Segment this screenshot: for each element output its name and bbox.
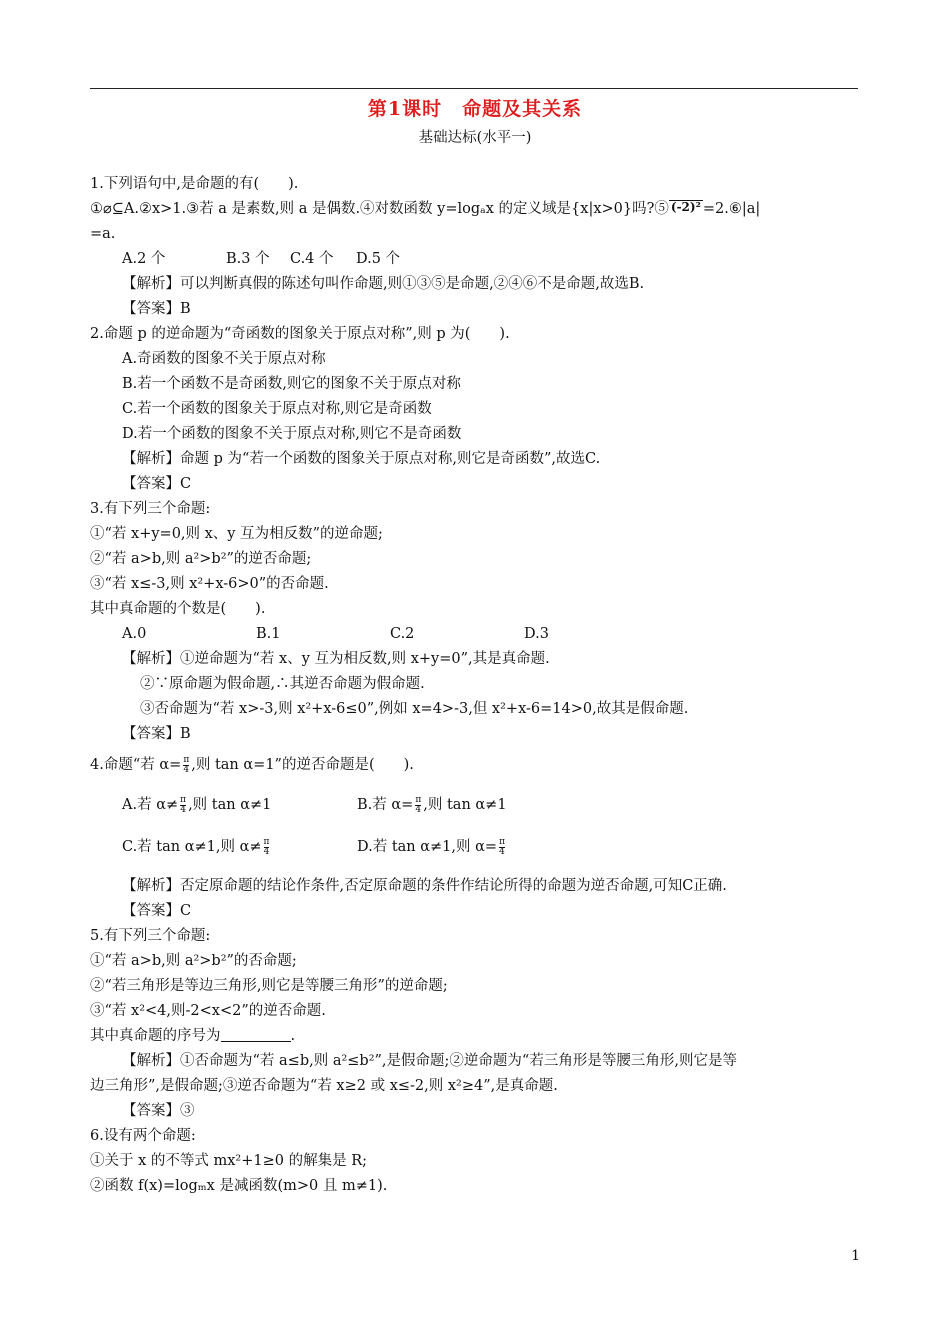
fraction-denominator: 4 (263, 846, 270, 857)
q3-statement-1: ①“若 x+y=0,则 x、y 互为相反数”的逆命题; (90, 526, 383, 542)
page-title: 第1课时 命题及其关系 (367, 98, 583, 120)
q4-option-b (357, 790, 507, 820)
q3-options (90, 622, 860, 647)
q5-statement-2: ②“若三角形是等边三角形,则它是等腰三角形”的逆命题; (90, 978, 448, 994)
q4-pi-over-4-fraction (183, 756, 189, 775)
q5-ask (90, 1024, 860, 1049)
q4-stem-part-b: ,则 tan α=1”的逆否命题是( ). (191, 757, 414, 773)
q2-option-d: D.若一个函数的图象不关于原点对称,则它不是奇函数 (122, 426, 462, 442)
q5-ask-end: . (290, 1028, 296, 1044)
q1-option-d: D.5 个 (356, 251, 401, 267)
q5-answer-blank (221, 1027, 291, 1042)
q3-statement-3: ③“若 x≤-3,则 x²+x-6>0”的否命题. (90, 576, 329, 592)
fraction-numerator: π (263, 836, 270, 847)
q1-option-b: B.3 个 (226, 251, 270, 267)
q1-analysis: 【解析】可以判断真假的陈述句叫作命题,则①③⑤是命题,②④⑥不是命题,故选B. (122, 276, 645, 292)
q4-pi-over-4-fraction (264, 838, 270, 857)
q4-analysis: 【解析】否定原命题的结论作条件,否定原命题的条件作结论所得的命题为逆否命题,可知C正确. (122, 878, 727, 894)
q4-pi-over-4-fraction (415, 796, 421, 815)
q4-option-a-part-2: ,则 tan α≠1 (188, 797, 272, 813)
q1-statements-part-a: ①⌀⊆A.②x>1.③若 a 是素数,则 a 是偶数.④对数函数 y=logₐx 的定义域是{x|x>0}吗?⑤ (90, 201, 669, 217)
q4-option-a (122, 790, 357, 820)
q2-option-b: B.若一个函数不是奇函数,则它的图象不关于原点对称 (122, 376, 461, 392)
q2-option-a: A.奇函数的图象不关于原点对称 (122, 351, 326, 367)
q1-answer: 【答案】B (122, 301, 191, 317)
q4-stem-part-a: 4.命题“若 α= (90, 757, 182, 773)
q3-stem: 3.有下列三个命题: (90, 501, 211, 517)
q4-pi-over-4-fraction (499, 838, 505, 857)
q3-answer: 【答案】B (122, 726, 191, 742)
q3-analysis-1: 【解析】①逆命题为“若 x、y 互为相反数,则 x+y=0”,其是真命题. (122, 651, 550, 667)
q2-stem: 2.命题 p 的逆命题为“奇函数的图象关于原点对称”,则 p 为( ). (90, 326, 510, 342)
q4-option-c-part-1: C.若 tan α≠1,则 α≠ (122, 839, 262, 855)
page-subtitle: 基础达标(水平一) (418, 130, 532, 146)
q1-statements (90, 197, 860, 222)
q6-statement-2: ②函数 f(x)=logₘx 是减函数(m>0 且 m≠1). (90, 1178, 388, 1194)
q3-option-b: B.1 (256, 626, 281, 642)
q5-analysis-2: 边三角形”,是假命题;③逆否命题为“若 x≥2 或 x≤-2,则 x²≥4”,是真命题. (90, 1078, 558, 1094)
page-number: 1 (851, 1248, 860, 1264)
q1-statements-part-b: =2.⑥|a| (702, 201, 761, 217)
q4-stem (90, 753, 860, 778)
q4-answer: 【答案】C (122, 903, 192, 919)
q1-option-a: A.2 个 (122, 251, 166, 267)
q1-options (90, 247, 860, 272)
q3-option-a: A.0 (122, 626, 147, 642)
q5-answer: 【答案】③ (122, 1103, 195, 1119)
q6-stem: 6.设有两个命题: (90, 1128, 196, 1144)
q5-statement-3: ③“若 x²<4,则-2<x<2”的逆否命题. (90, 1003, 326, 1019)
q5-stem: 5.有下列三个命题: (90, 928, 211, 944)
q4-options-row-2 (90, 832, 860, 862)
q1-option-c: C.4 个 (290, 251, 334, 267)
fraction-denominator: 4 (180, 804, 186, 815)
q4-option-d (357, 832, 507, 862)
q5-ask-text: 其中真命题的序号为 (90, 1028, 221, 1044)
q3-analysis-2: ②∵原命题为假命题,∴其逆否命题为假命题. (140, 676, 425, 692)
q4-option-d-part-1: D.若 tan α≠1,则 α= (357, 839, 498, 855)
q4-option-a-part-1: A.若 α≠ (122, 797, 179, 813)
document-body (90, 172, 860, 1199)
fraction-denominator: 4 (183, 764, 190, 775)
q4-option-c (122, 832, 357, 862)
fraction-denominator: 4 (415, 804, 422, 815)
q3-ask: 其中真命题的个数是( ). (90, 601, 266, 617)
q1-statements-cont: =a. (90, 226, 116, 242)
fraction-numerator: π (183, 754, 190, 765)
q4-option-b-part-2: ,则 tan α≠1 (423, 797, 507, 813)
fraction-numerator: π (180, 794, 187, 805)
q2-option-c: C.若一个函数的图象关于原点对称,则它是奇函数 (122, 401, 432, 417)
q4-option-b-part-1: B.若 α= (357, 797, 414, 813)
fraction-numerator: π (499, 836, 505, 847)
q3-analysis-3: ③否命题为“若 x>-3,则 x²+x-6≤0”,例如 x=4>-3,但 x²+x-6=14>0,故其是假命题. (140, 701, 689, 717)
q3-statement-2: ②“若 a>b,则 a²>b²”的逆否命题; (90, 551, 312, 567)
q6-statement-1: ①关于 x 的不等式 mx²+1≥0 的解集是 R; (90, 1153, 368, 1169)
q2-analysis: 【解析】命题 p 为“若一个函数的图象关于原点对称,则它是奇函数”,故选C. (122, 451, 601, 467)
q2-answer: 【答案】C (122, 476, 192, 492)
fraction-numerator: π (415, 794, 422, 805)
q4-options-row-1 (90, 790, 860, 820)
q3-option-d: D.3 (524, 626, 549, 642)
q4-pi-over-4-fraction (180, 796, 186, 815)
q3-option-c: C.2 (390, 626, 415, 642)
q5-analysis-1: 【解析】①否命题为“若 a≤b,则 a²≤b²”,是假命题;②逆命题为“若三角形是等腰三角形,则它是等 (122, 1053, 737, 1069)
fraction-denominator: 4 (499, 846, 505, 857)
q5-statement-1: ①“若 a>b,则 a²>b²”的否命题; (90, 953, 297, 969)
q1-sqrt-expression: (-2)² (670, 200, 701, 214)
q1-stem: 1.下列语句中,是命题的有( ). (90, 176, 299, 192)
header-rule (90, 88, 858, 89)
